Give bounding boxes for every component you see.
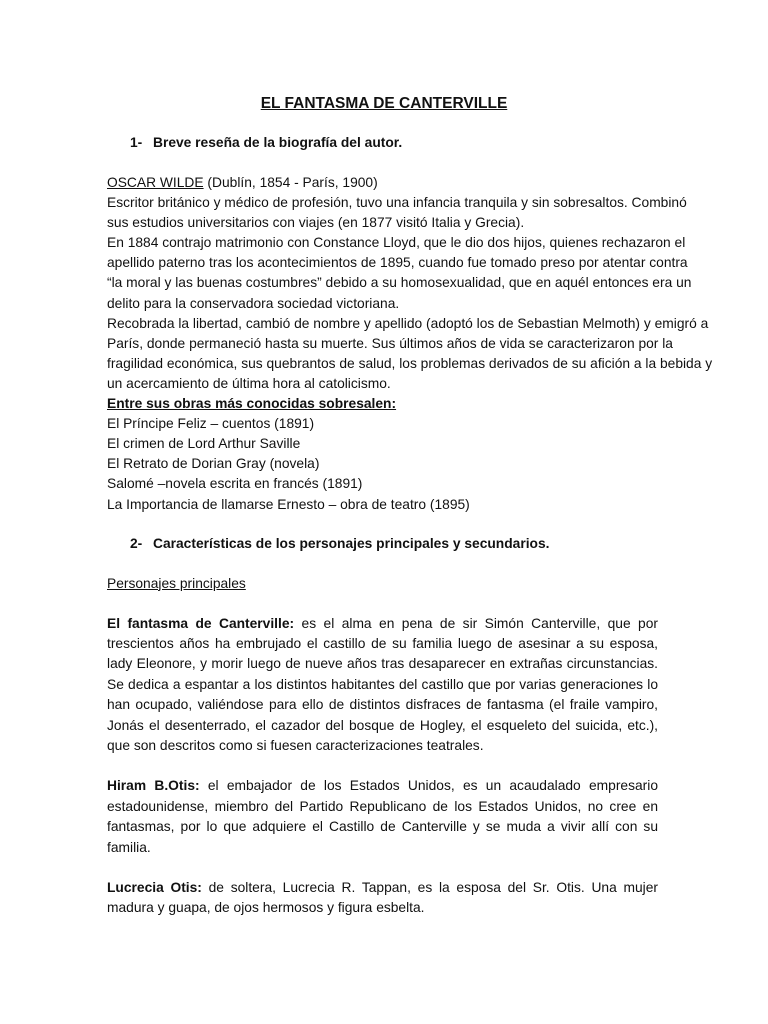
- document-title: EL FANTASMA DE CANTERVILLE: [260, 95, 508, 112]
- character-description: de soltera, Lucrecia R. Tappan, es la esposa del Sr. Otis. Una mujer madura y guapa, de ojos hermosos y figura esbelta.: [107, 880, 658, 916]
- characters-heading: Personajes principales: [107, 575, 246, 591]
- author-header-line: [107, 173, 658, 193]
- works-list-item: El Retrato de Dorian Gray (novela): [107, 456, 320, 472]
- biography-line: En 1884 contrajo matrimonio con Constance Lloyd, que le dio dos hijos, quienes rechazaron el: [107, 235, 686, 251]
- author-dates: (Dublín, 1854 - París, 1900): [203, 175, 378, 190]
- biography-line: “la moral y las buenas costumbres” debido a su homosexualidad, que en aquél entonces era un: [107, 275, 692, 291]
- biography-line: apellido paterno tras los acontecimientos de 1895, cuando fue tomado preso por atentar contra: [107, 255, 688, 271]
- section-1-title: Breve reseña de la biografía del autor.: [153, 135, 403, 150]
- section-2-title: Características de los personajes principales y secundarios.: [153, 535, 550, 551]
- character-paragraph: [107, 878, 658, 919]
- biography-line: fragilidad económica, sus quebrantos de salud, los problemas derivados de su afición a la bebida y: [107, 355, 713, 371]
- section-1-number: 1-: [130, 135, 143, 150]
- biography-line: un acercamiento de última hora al catolicismo.: [107, 375, 391, 391]
- works-heading: Entre sus obras más conocidas sobresalen:: [107, 396, 397, 412]
- character-description: es el alma en pena de sir Simón Canterville, que por trescientos años ha embrujado el castillo de su familia luego de asesinar a su esposa, lady Eleonore, y morir luego de nueve años tras desaparecer en extrañas circunstancias. Se dedica a espantar a los distintos habitantes del castillo que por varias generaciones lo han ocupado, valiéndose para ello de distintos disfraces de fantasma (el fraile vampiro, Jonás el desenterrado, el cazador del bosque de Hogley, el esqueleto del suicida, etc.), que son descritos como si fuesen caracterizaciones teatrales.: [107, 615, 658, 754]
- biography-line: delito para la conservadora sociedad victoriana.: [107, 295, 400, 311]
- biography-line: sus estudios universitarios con viajes (en 1877 visitó Italia y Grecia).: [107, 215, 525, 231]
- character-name: Lucrecia Otis:: [107, 880, 202, 896]
- author-name: OSCAR WILDE: [107, 175, 204, 190]
- works-list-item: Salomé –novela escrita en francés (1891): [107, 476, 363, 492]
- works-list-item: El crimen de Lord Arthur Saville: [107, 436, 301, 452]
- character-description: el embajador de los Estados Unidos, es un acaudalado empresario estadounidense, miembro del Partido Republicano de los Estados Unidos, no cree en fantasmas, por lo que adquiere el Castillo de Canterville y se muda a vivir allí con su familia.: [107, 778, 658, 855]
- character-paragraph: [107, 776, 658, 858]
- biography-line: Escritor británico y médico de profesión, tuvo una infancia tranquila y sin sobresaltos. Combinó: [107, 195, 687, 211]
- section-2-number: 2-: [130, 535, 143, 551]
- section-2-heading: [107, 534, 658, 554]
- section-1-heading: [107, 133, 658, 153]
- biography-line: París, donde permaneció hasta su muerte. Sus últimos años de vida se caracterizaron por la: [107, 335, 673, 351]
- biography-line: Recobrada la libertad, cambió de nombre y apellido (adoptó los de Sebastian Melmoth) y emigró a: [107, 315, 709, 331]
- works-list-item: El Príncipe Feliz – cuentos (1891): [107, 416, 315, 432]
- character-name: Hiram B.Otis:: [107, 778, 200, 794]
- works-list-item: La Importancia de llamarse Ernesto – obra de teatro (1895): [107, 496, 470, 512]
- author-biography: [107, 173, 713, 515]
- character-paragraph: [107, 614, 658, 757]
- character-name: El fantasma de Canterville:: [107, 615, 295, 631]
